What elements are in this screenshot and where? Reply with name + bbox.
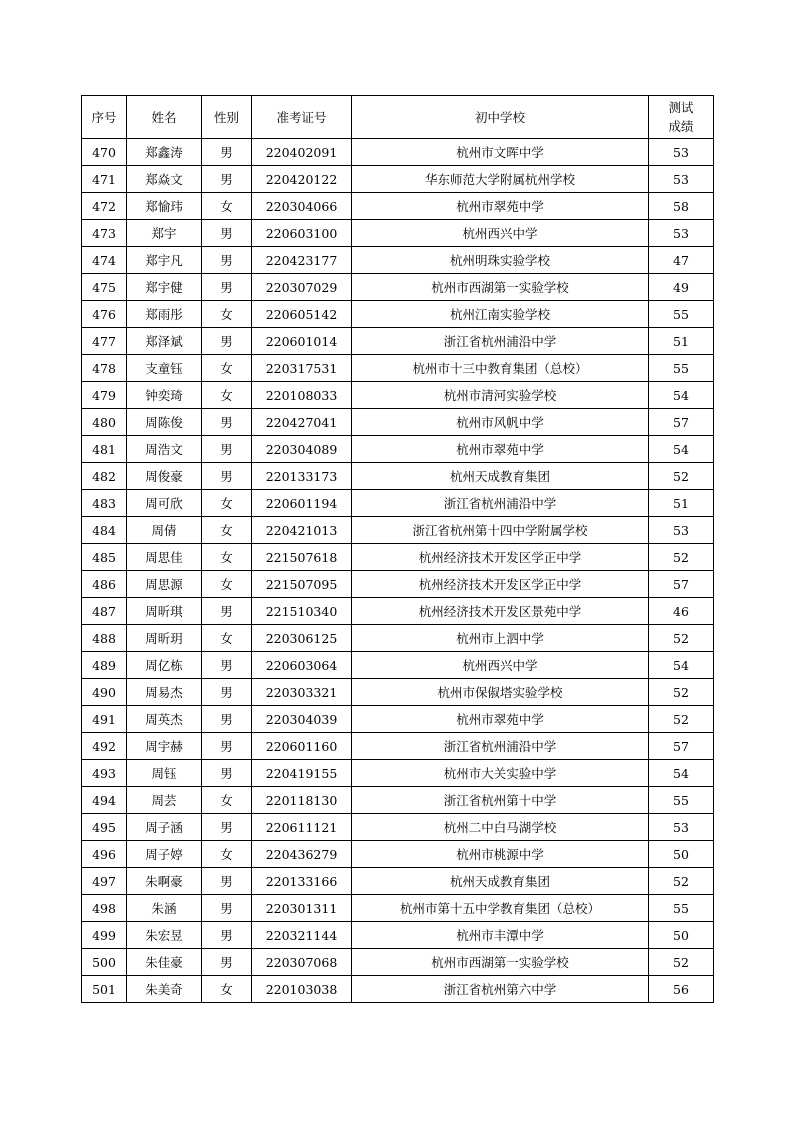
cell-no: 498: [82, 895, 127, 922]
cell-score: 49: [649, 274, 714, 301]
cell-school: 浙江省杭州浦沿中学: [352, 328, 649, 355]
cell-name: 周芸: [127, 787, 202, 814]
cell-name: 朱涵: [127, 895, 202, 922]
cell-name: 周英杰: [127, 706, 202, 733]
cell-gender: 男: [202, 220, 252, 247]
cell-school: 华东师范大学附属杭州学校: [352, 166, 649, 193]
cell-name: 郑焱文: [127, 166, 202, 193]
table-row: [82, 868, 714, 895]
cell-score: 52: [649, 463, 714, 490]
cell-no: 474: [82, 247, 127, 274]
table-row: [82, 328, 714, 355]
table-row: [82, 139, 714, 166]
table-row: [82, 679, 714, 706]
cell-gender: 女: [202, 301, 252, 328]
cell-school: 浙江省杭州浦沿中学: [352, 490, 649, 517]
cell-no: 499: [82, 922, 127, 949]
cell-no: 497: [82, 868, 127, 895]
cell-exam-id: 220605142: [252, 301, 352, 328]
cell-school: 杭州西兴中学: [352, 220, 649, 247]
cell-name: 周钰: [127, 760, 202, 787]
cell-score: 55: [649, 895, 714, 922]
table-row: [82, 787, 714, 814]
table-row: [82, 895, 714, 922]
cell-school: 杭州市西湖第一实验学校: [352, 949, 649, 976]
cell-no: 476: [82, 301, 127, 328]
cell-score: 53: [649, 814, 714, 841]
cell-gender: 男: [202, 679, 252, 706]
table-row: [82, 598, 714, 625]
header-no: 序号: [82, 96, 127, 139]
header-gender: 性别: [202, 96, 252, 139]
cell-school: 杭州市十三中教育集团（总校）: [352, 355, 649, 382]
cell-name: 周浩文: [127, 436, 202, 463]
cell-score: 52: [649, 949, 714, 976]
cell-exam-id: 220133173: [252, 463, 352, 490]
cell-name: 周可欣: [127, 490, 202, 517]
cell-no: 480: [82, 409, 127, 436]
cell-gender: 女: [202, 571, 252, 598]
cell-name: 周思源: [127, 571, 202, 598]
cell-gender: 男: [202, 598, 252, 625]
cell-exam-id: 220306125: [252, 625, 352, 652]
cell-school: 杭州市翠苑中学: [352, 193, 649, 220]
header-name: 姓名: [127, 96, 202, 139]
cell-gender: 男: [202, 139, 252, 166]
cell-exam-id: 220427041: [252, 409, 352, 436]
cell-exam-id: 221507618: [252, 544, 352, 571]
header-score-line2: 成绩: [668, 119, 694, 134]
cell-no: 495: [82, 814, 127, 841]
header-score: [649, 96, 714, 139]
cell-no: 479: [82, 382, 127, 409]
cell-no: 496: [82, 841, 127, 868]
cell-no: 491: [82, 706, 127, 733]
cell-exam-id: 220601160: [252, 733, 352, 760]
cell-score: 52: [649, 679, 714, 706]
cell-no: 471: [82, 166, 127, 193]
table-body: [82, 139, 714, 1003]
cell-gender: 男: [202, 409, 252, 436]
cell-no: 481: [82, 436, 127, 463]
table-row: [82, 274, 714, 301]
cell-gender: 男: [202, 949, 252, 976]
cell-exam-id: 221507095: [252, 571, 352, 598]
cell-score: 57: [649, 733, 714, 760]
cell-gender: 男: [202, 760, 252, 787]
table-row: [82, 220, 714, 247]
table-row: [82, 436, 714, 463]
cell-exam-id: 220420122: [252, 166, 352, 193]
table-header: [82, 96, 714, 139]
cell-name: 支童钰: [127, 355, 202, 382]
cell-no: 473: [82, 220, 127, 247]
cell-exam-id: 220108033: [252, 382, 352, 409]
cell-school: 杭州江南实验学校: [352, 301, 649, 328]
cell-school: 浙江省杭州第六中学: [352, 976, 649, 1003]
cell-no: 472: [82, 193, 127, 220]
cell-school: 杭州经济技术开发区学正中学: [352, 544, 649, 571]
cell-no: 488: [82, 625, 127, 652]
cell-school: 杭州市大关实验中学: [352, 760, 649, 787]
cell-gender: 男: [202, 463, 252, 490]
table-row: [82, 706, 714, 733]
cell-school: 杭州西兴中学: [352, 652, 649, 679]
cell-score: 58: [649, 193, 714, 220]
cell-gender: 男: [202, 328, 252, 355]
cell-name: 周易杰: [127, 679, 202, 706]
cell-gender: 女: [202, 841, 252, 868]
cell-gender: 男: [202, 652, 252, 679]
cell-no: 486: [82, 571, 127, 598]
cell-score: 53: [649, 220, 714, 247]
cell-exam-id: 220307029: [252, 274, 352, 301]
cell-name: 周陈俊: [127, 409, 202, 436]
cell-no: 484: [82, 517, 127, 544]
cell-no: 475: [82, 274, 127, 301]
table-row: [82, 814, 714, 841]
cell-name: 郑宇: [127, 220, 202, 247]
score-table: [81, 95, 714, 1003]
cell-score: 47: [649, 247, 714, 274]
cell-score: 51: [649, 328, 714, 355]
cell-school: 杭州市风帆中学: [352, 409, 649, 436]
cell-no: 494: [82, 787, 127, 814]
cell-gender: 女: [202, 544, 252, 571]
table-row: [82, 652, 714, 679]
cell-exam-id: 220304089: [252, 436, 352, 463]
table-row: [82, 355, 714, 382]
header-score-line1: 测试: [668, 100, 694, 115]
cell-exam-id: 220317531: [252, 355, 352, 382]
header-exam-id: 准考证号: [252, 96, 352, 139]
cell-score: 54: [649, 760, 714, 787]
cell-school: 浙江省杭州第十中学: [352, 787, 649, 814]
cell-score: 53: [649, 517, 714, 544]
table-row: [82, 382, 714, 409]
cell-school: 杭州经济技术开发区学正中学: [352, 571, 649, 598]
header-school: 初中学校: [352, 96, 649, 139]
cell-gender: 男: [202, 274, 252, 301]
cell-gender: 女: [202, 517, 252, 544]
cell-name: 周倩: [127, 517, 202, 544]
cell-exam-id: 220421013: [252, 517, 352, 544]
table-row: [82, 571, 714, 598]
cell-score: 53: [649, 139, 714, 166]
cell-school: 杭州二中白马湖学校: [352, 814, 649, 841]
cell-name: 郑鑫涛: [127, 139, 202, 166]
cell-exam-id: 220118130: [252, 787, 352, 814]
cell-gender: 女: [202, 787, 252, 814]
cell-gender: 男: [202, 868, 252, 895]
cell-score: 50: [649, 922, 714, 949]
cell-name: 郑宇健: [127, 274, 202, 301]
cell-exam-id: 220321144: [252, 922, 352, 949]
cell-no: 470: [82, 139, 127, 166]
cell-score: 53: [649, 166, 714, 193]
cell-gender: 男: [202, 895, 252, 922]
cell-school: 浙江省杭州浦沿中学: [352, 733, 649, 760]
cell-name: 朱佳豪: [127, 949, 202, 976]
cell-school: 杭州市清河实验学校: [352, 382, 649, 409]
cell-gender: 女: [202, 355, 252, 382]
cell-no: 487: [82, 598, 127, 625]
cell-no: 493: [82, 760, 127, 787]
cell-score: 55: [649, 787, 714, 814]
cell-exam-id: 220603064: [252, 652, 352, 679]
cell-school: 杭州天成教育集团: [352, 463, 649, 490]
cell-exam-id: 220423177: [252, 247, 352, 274]
cell-gender: 男: [202, 814, 252, 841]
table-row: [82, 490, 714, 517]
cell-exam-id: 220603100: [252, 220, 352, 247]
cell-school: 杭州市翠苑中学: [352, 706, 649, 733]
cell-name: 周子婷: [127, 841, 202, 868]
cell-score: 54: [649, 652, 714, 679]
cell-no: 485: [82, 544, 127, 571]
cell-school: 杭州市桃源中学: [352, 841, 649, 868]
cell-name: 周昕玥: [127, 625, 202, 652]
cell-exam-id: 220402091: [252, 139, 352, 166]
cell-school: 杭州天成教育集团: [352, 868, 649, 895]
cell-score: 52: [649, 706, 714, 733]
cell-score: 52: [649, 868, 714, 895]
cell-no: 478: [82, 355, 127, 382]
cell-name: 钟奕琦: [127, 382, 202, 409]
cell-exam-id: 220611121: [252, 814, 352, 841]
cell-score: 52: [649, 544, 714, 571]
cell-name: 周昕琪: [127, 598, 202, 625]
cell-gender: 女: [202, 193, 252, 220]
cell-exam-id: 220601194: [252, 490, 352, 517]
cell-gender: 女: [202, 976, 252, 1003]
cell-score: 54: [649, 382, 714, 409]
cell-name: 周思佳: [127, 544, 202, 571]
cell-name: 郑雨彤: [127, 301, 202, 328]
cell-school: 浙江省杭州第十四中学附属学校: [352, 517, 649, 544]
table-row: [82, 517, 714, 544]
cell-no: 489: [82, 652, 127, 679]
cell-name: 周子涵: [127, 814, 202, 841]
cell-gender: 女: [202, 625, 252, 652]
cell-no: 500: [82, 949, 127, 976]
table-row: [82, 409, 714, 436]
table-row: [82, 247, 714, 274]
cell-name: 朱啊豪: [127, 868, 202, 895]
cell-gender: 男: [202, 706, 252, 733]
cell-gender: 女: [202, 490, 252, 517]
cell-score: 55: [649, 355, 714, 382]
cell-exam-id: 220419155: [252, 760, 352, 787]
cell-gender: 女: [202, 382, 252, 409]
cell-name: 周俊豪: [127, 463, 202, 490]
cell-no: 501: [82, 976, 127, 1003]
cell-exam-id: 220301311: [252, 895, 352, 922]
cell-score: 57: [649, 571, 714, 598]
cell-score: 50: [649, 841, 714, 868]
table-row: [82, 760, 714, 787]
cell-score: 46: [649, 598, 714, 625]
cell-exam-id: 220304066: [252, 193, 352, 220]
cell-name: 郑泽斌: [127, 328, 202, 355]
cell-school: 杭州市丰潭中学: [352, 922, 649, 949]
cell-school: 杭州明珠实验学校: [352, 247, 649, 274]
cell-school: 杭州市第十五中学教育集团（总校）: [352, 895, 649, 922]
cell-school: 杭州市保俶塔实验学校: [352, 679, 649, 706]
table-row: [82, 733, 714, 760]
cell-no: 477: [82, 328, 127, 355]
table-row: [82, 166, 714, 193]
table-row: [82, 193, 714, 220]
cell-name: 郑宇凡: [127, 247, 202, 274]
cell-exam-id: 220133166: [252, 868, 352, 895]
cell-school: 杭州市西湖第一实验学校: [352, 274, 649, 301]
cell-no: 483: [82, 490, 127, 517]
cell-score: 56: [649, 976, 714, 1003]
cell-name: 朱美奇: [127, 976, 202, 1003]
cell-no: 492: [82, 733, 127, 760]
table-row: [82, 544, 714, 571]
cell-name: 周亿栋: [127, 652, 202, 679]
cell-exam-id: 220303321: [252, 679, 352, 706]
cell-score: 57: [649, 409, 714, 436]
cell-school: 杭州市上泗中学: [352, 625, 649, 652]
cell-name: 郑愉玮: [127, 193, 202, 220]
cell-gender: 男: [202, 166, 252, 193]
cell-no: 490: [82, 679, 127, 706]
cell-score: 52: [649, 625, 714, 652]
table-row: [82, 976, 714, 1003]
table-row: [82, 463, 714, 490]
cell-school: 杭州市翠苑中学: [352, 436, 649, 463]
cell-score: 55: [649, 301, 714, 328]
table-row: [82, 841, 714, 868]
cell-name: 周宇赫: [127, 733, 202, 760]
table-row: [82, 949, 714, 976]
table-row: [82, 625, 714, 652]
table-row: [82, 922, 714, 949]
table-row: [82, 301, 714, 328]
cell-exam-id: 220103038: [252, 976, 352, 1003]
cell-score: 51: [649, 490, 714, 517]
cell-name: 朱宏昱: [127, 922, 202, 949]
cell-exam-id: 220304039: [252, 706, 352, 733]
cell-gender: 男: [202, 733, 252, 760]
cell-no: 482: [82, 463, 127, 490]
cell-exam-id: 221510340: [252, 598, 352, 625]
cell-school: 杭州市文晖中学: [352, 139, 649, 166]
cell-exam-id: 220436279: [252, 841, 352, 868]
cell-exam-id: 220307068: [252, 949, 352, 976]
cell-gender: 男: [202, 922, 252, 949]
cell-school: 杭州经济技术开发区景苑中学: [352, 598, 649, 625]
header-row: [82, 96, 714, 139]
cell-gender: 男: [202, 247, 252, 274]
cell-gender: 男: [202, 436, 252, 463]
cell-score: 54: [649, 436, 714, 463]
cell-exam-id: 220601014: [252, 328, 352, 355]
